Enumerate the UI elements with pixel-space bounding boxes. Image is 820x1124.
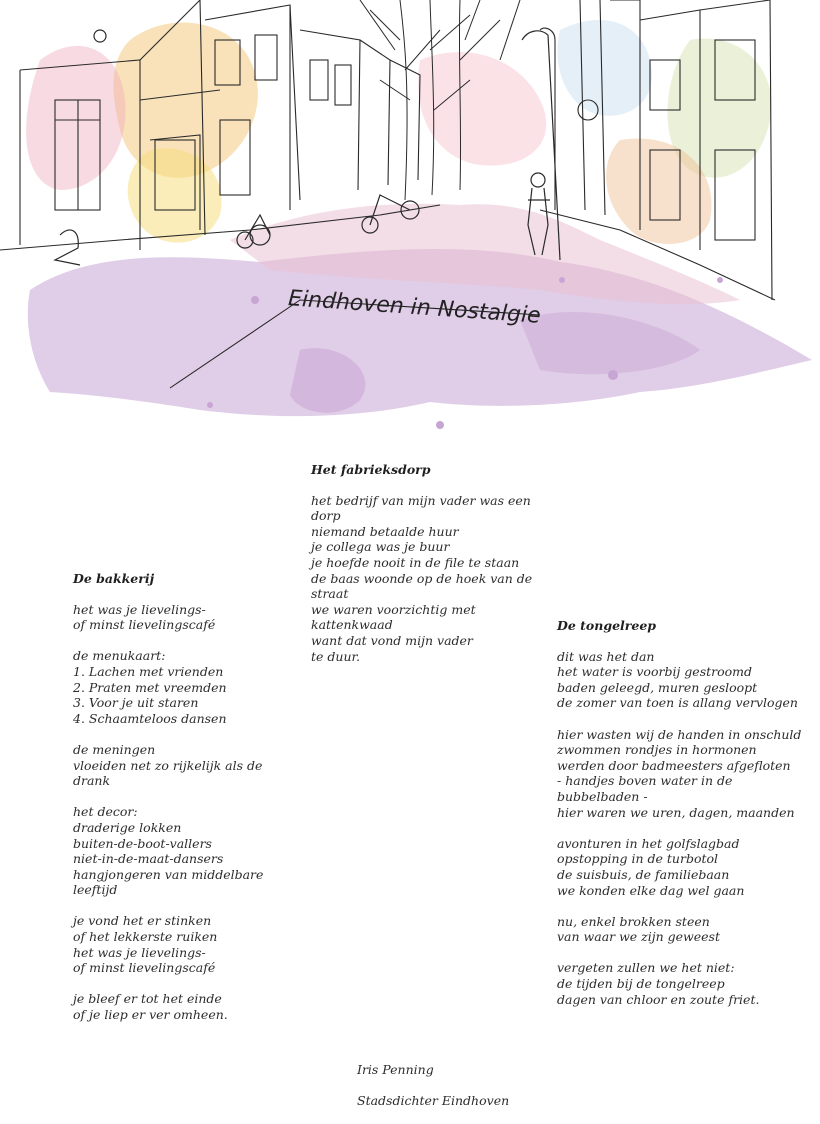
signature — [357, 1046, 537, 1124]
author-role: Stadsdichter Eindhoven — [357, 1092, 510, 1108]
poem-stanza: nu, enkel brokken steen van waar we zijn geweest — [557, 913, 720, 945]
poem-stanza: de meningen vloeiden net zo rijkelijk als de drank — [73, 741, 263, 789]
poem-heading: Het fabrieksdorp — [311, 462, 431, 477]
illustration-title: Eindhoven in Nostalgie — [287, 286, 542, 329]
watercolor-washes — [26, 20, 812, 416]
street-illustration — [0, 0, 820, 440]
poem-stanza: hier wasten wij de handen in onschuld zwommen rondjes in hormonen werden door badmeesters afgefloten - handjes boven water in de bubbelbaden - hier waren we uren, dagen, maanden — [557, 726, 802, 820]
author-name: Iris Penning — [357, 1061, 434, 1077]
poem-heading: De bakkerij — [73, 571, 155, 586]
poem-stanza: vergeten zullen we het niet: de tijden bij de tongelreep dagen van chloor en zoute friet. — [557, 960, 760, 1007]
poem-stanza: avonturen in het golfslagbad opstopping in de turbotol de suisbuis, de familiebaan we konden elke dag wel gaan — [557, 835, 745, 898]
poem-de-bakkerij — [73, 571, 303, 1038]
poem-stanza: het was je lievelings- of minst lievelingscafé — [73, 601, 216, 633]
poem-het-fabrieksdorp — [311, 462, 551, 680]
poem-stanza: je bleef er tot het einde of je liep er ver omheen. — [73, 991, 228, 1023]
poem-stanza: het bedrijf van mijn vader was een dorp niemand betaalde huur je collega was je buur je hoefde nooit in de file te staan de baas woonde op de hoek van de straat we waren voorzichtig met kattenkwaad want dat vond mijn vader te duur. — [311, 492, 533, 664]
poem-stanza: je vond het er stinken of het lekkerste ruiken het was je lievelings- of minst lievelingscafé — [73, 913, 218, 976]
poem-stanza: de menukaart: 1. Lachen met vrienden 2. Praten met vreemden 3. Voor je uit staren 4. Schaamteloos dansen — [73, 648, 227, 726]
poem-heading: De tongelreep — [557, 618, 657, 633]
poem-stanza: het decor: draderige lokken buiten-de-boot-vallers niet-in-de-maat-dansers hangjongeren van middelbare leeftijd — [73, 804, 264, 898]
poem-stanza: dit was het dan het water is voorbij gestroomd baden geleegd, muren gesloopt de zomer van toen is allang vervlogen — [557, 648, 798, 711]
poem-de-tongelreep — [557, 618, 807, 1023]
